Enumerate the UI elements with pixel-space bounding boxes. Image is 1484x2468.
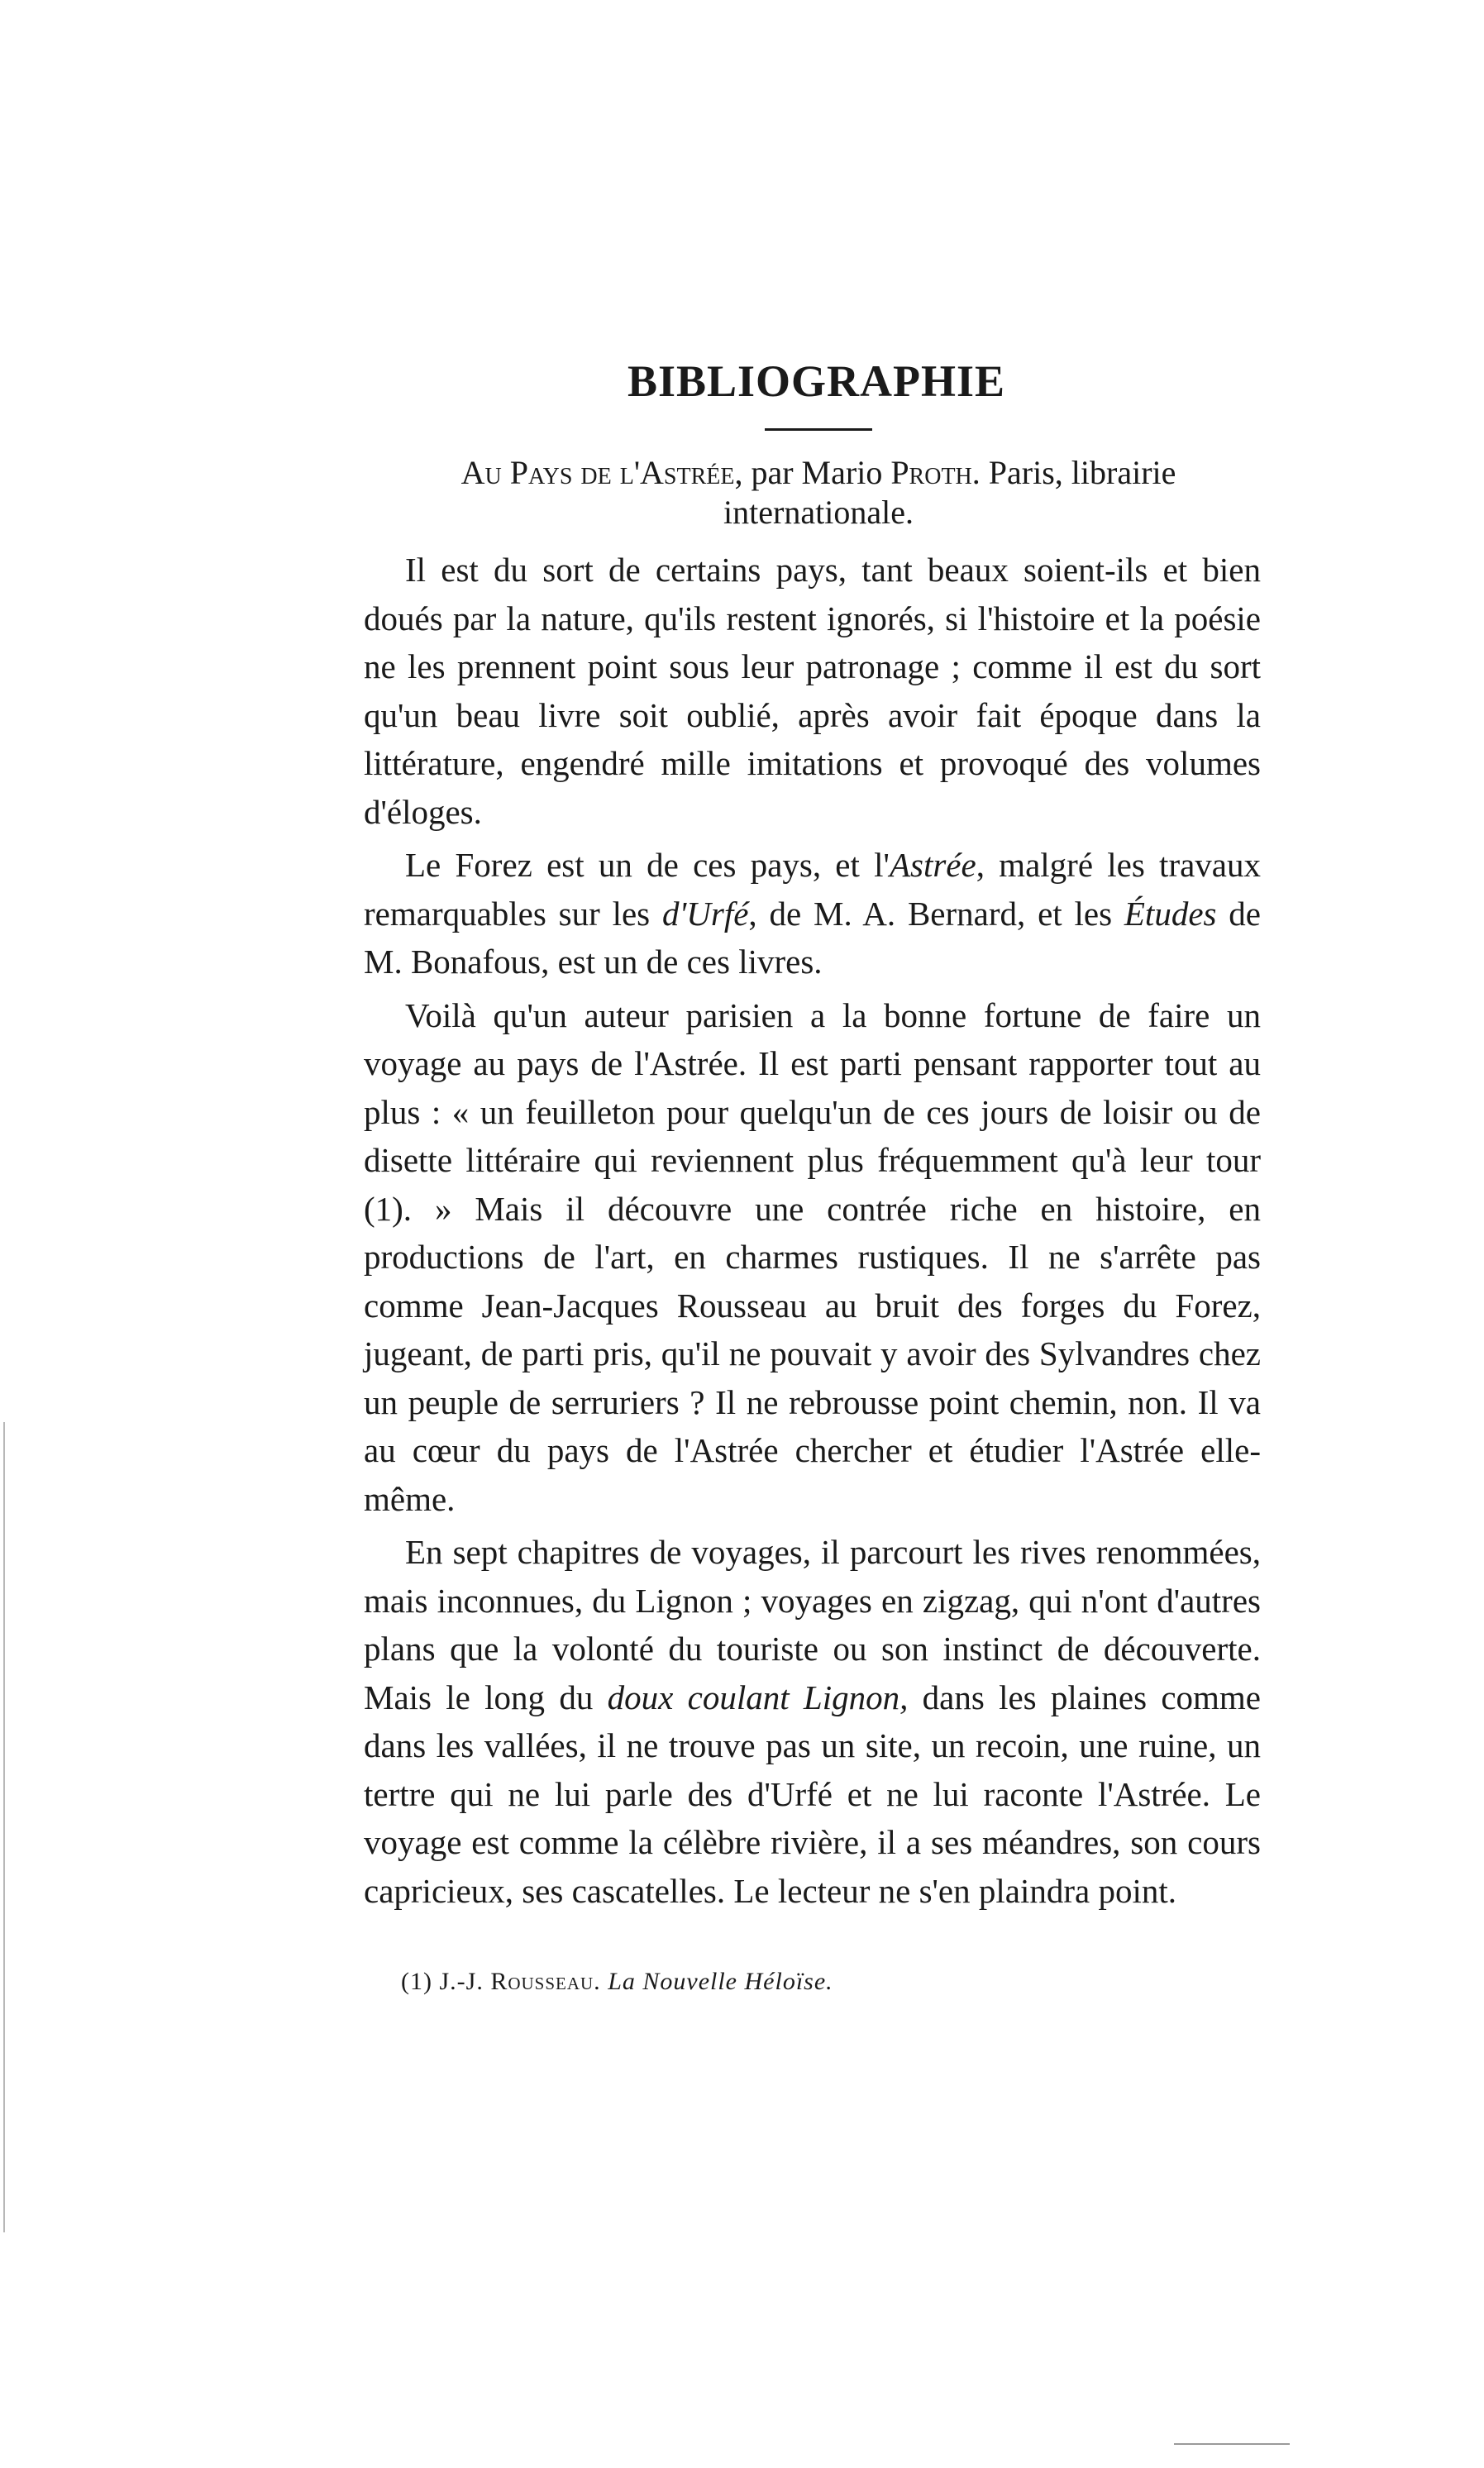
citation-par: par Mario <box>751 454 883 491</box>
italic-lignon-quote: doux coulant Lignon, <box>607 1678 909 1716</box>
footnote-marker: (1) <box>401 1968 432 1995</box>
scan-bottom-line <box>1174 2443 1290 2445</box>
paragraph-2 <box>364 841 1261 986</box>
italic-astree: Astrée <box>889 846 976 884</box>
paragraph-1: Il est du sort de certains pays, tant beaux soient-ils et bien doués par la nature, qu'ils restent ignorés, si l'histoire et la poésie ne les prennent point sous leur patronage ; comme il est du sort qu'un beau livre soit oublié, après avoir fait époque dans la littérature, engendré mille imitations et provoqué des volumes d'éloges. <box>364 551 1261 831</box>
citation-author: Proth. <box>890 454 981 491</box>
paragraph-4-text-a: En sept chapitres de voyages, il parcourt les rives renommées, mais inconnues, du Lignon ; voyages en zigzag, qui n'ont d'autres plans que la volonté du touriste ou son instinct de découverte. Mais le long du <box>364 1533 1261 1716</box>
paragraph-2-text-d: de M. Bonafous, est un de ces livres. <box>364 894 1262 981</box>
paragraph-4-text-b: dans les plaines comme dans les vallées, il ne trouve pas un site, un recoin, une ruine, un tertre qui ne lui parle des d'Urfé et ne lui raconte l'Astrée. Le voyage est comme la célèbre rivière, il a ses méandres, son cours capricieux, ses cascatelles. Le lecteur ne s'en plaindra point. <box>364 1678 1262 1910</box>
paragraph-4 <box>364 1528 1261 1915</box>
citation-au: Au <box>460 454 502 491</box>
citation-book-title: l'Astrée, <box>619 454 743 491</box>
footnote-work: La Nouvelle Héloïse. <box>608 1968 833 1995</box>
italic-durfe: d'Urfé <box>661 894 749 933</box>
paragraph-2-text-b: , malgré les travaux remarquables sur les <box>364 846 1261 933</box>
paragraph-2-text-c: , de M. A. Bernard, et les <box>748 894 1124 933</box>
citation-pays-de: Pays de <box>509 454 612 491</box>
paragraph-2-text-a: Le Forez est un de ces pays, et l' <box>405 846 890 884</box>
italic-etudes: Études <box>1124 894 1217 933</box>
citation-publisher: Paris, librairie internationale. <box>723 454 1176 531</box>
review-body <box>364 546 1261 1920</box>
page-title: BIBLIOGRAPHIE <box>627 356 1006 406</box>
footnote-author: J.-J. Rousseau. <box>439 1968 601 1995</box>
title-rule <box>765 428 872 431</box>
scan-margin-line <box>3 1422 5 2232</box>
book-citation <box>405 453 1232 532</box>
paragraph-3: Voilà qu'un auteur parisien a la bonne fortune de faire un voyage au pays de l'Astrée. Il est parti pensant rapporter tout au plus : « un feuilleton pour quelqu'un de ces jours de loisir ou de disette littéraire qui reviennent plus fréquemment qu'à leur tour (1). » Mais il découvre une contrée riche en histoire, en productions de l'art, en charmes rustiques. Il ne s'arrête pas comme Jean-Jacques Rousseau au bruit des forges du Forez, jugeant, de parti pris, qu'il ne pouvait y avoir des Sylvandres chez un peuple de serruriers ? Il ne rebrousse point chemin, non. Il va au cœur du pays de l'Astrée chercher et étudier l'Astrée elle-même. <box>364 995 1261 1518</box>
footnote <box>401 1968 833 1996</box>
